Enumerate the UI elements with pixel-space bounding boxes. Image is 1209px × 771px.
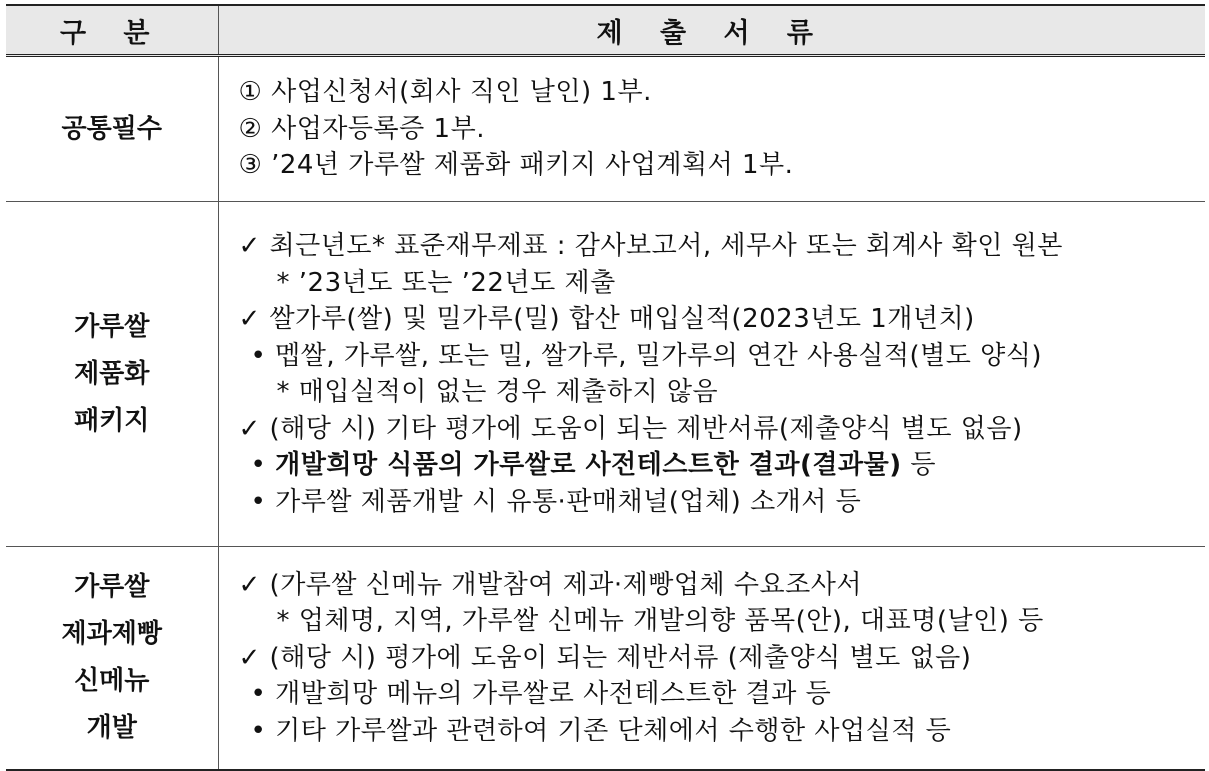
list-item-bullet: • 기타 가루쌀과 관련하여 기존 단체에서 수행한 사업실적 등 (250, 715, 952, 746)
table-row (6, 202, 1205, 547)
category-label: 공통필수 (61, 113, 162, 144)
list-item-bullet: • 멥쌀, 가루쌀, 또는 밀, 쌀가루, 밀가루의 연간 사용실적(별도 양식) (250, 340, 1042, 371)
list-item: ② 사업자등록증 1부. (238, 113, 485, 144)
category-label: 가루쌀 (74, 572, 150, 602)
category-label: 제과제빵 (61, 619, 162, 649)
table-header-row (6, 5, 1205, 56)
category-label: 패키지 (74, 405, 150, 436)
list-item: ✓ (해당 시) 기타 평가에 도움이 되는 제반서류(제출양식 별도 없음) (238, 413, 1023, 444)
category-label: 개발 (86, 713, 137, 743)
category-label: 신메뉴 (74, 666, 150, 696)
category-label: 가루쌀 (74, 311, 150, 342)
documents-header: 제 출 서 류 (218, 5, 1205, 56)
documents-cell (218, 547, 1205, 771)
list-item-note: * 업체명, 지역, 가루쌀 신메뉴 개발의향 품목(안), 대표명(날인) 등 (276, 606, 1044, 637)
list-item: ✓ (가루쌀 신메뉴 개발참여 제과·제빵업체 수요조사서 (238, 569, 862, 600)
list-item-note: * ’23년도 또는 ’22년도 제출 (276, 267, 616, 298)
list-item: ③ ’24년 가루쌀 제품화 패키지 사업계획서 1부. (238, 150, 794, 181)
category-common-required (6, 56, 218, 202)
category-header: 구 분 (6, 5, 218, 56)
category-label: 제품화 (74, 358, 150, 389)
table-row (6, 56, 1205, 202)
documents-cell (218, 202, 1205, 547)
submission-documents-table (6, 4, 1205, 771)
list-item-bullet (239, 447, 1206, 484)
list-item-note: * 매입실적이 없는 경우 제출하지 않음 (276, 377, 719, 407)
emphasized-text: 개발희망 식품의 가루쌀로 사전테스트한 결과(결과물) (275, 450, 902, 480)
list-item: ✓ 최근년도* 표준재무제표 : 감사보고서, 세무사 또는 회계사 확인 원본 (238, 231, 1063, 261)
category-bakery-new-menu (6, 547, 218, 771)
list-item-bullet: • 가루쌀 제품개발 시 유통·판매채널(업체) 소개서 등 (250, 486, 862, 517)
category-productization-package (6, 202, 218, 547)
list-item: ① 사업신청서(회사 직인 날인) 1부. (238, 77, 652, 108)
bullet-icon: • (250, 450, 276, 480)
list-item-bullet: • 개발희망 메뉴의 가루쌀로 사전테스트한 결과 등 (250, 679, 832, 710)
list-item: ✓ 쌀가루(쌀) 및 밀가루(밀) 합산 매입실적(2023년도 1개년치) (238, 304, 975, 334)
table-row (6, 547, 1205, 771)
list-item-suffix: 등 (910, 450, 937, 480)
documents-cell (218, 56, 1205, 202)
list-item: ✓ (해당 시) 평가에 도움이 되는 제반서류 (제출양식 별도 없음) (238, 642, 972, 673)
